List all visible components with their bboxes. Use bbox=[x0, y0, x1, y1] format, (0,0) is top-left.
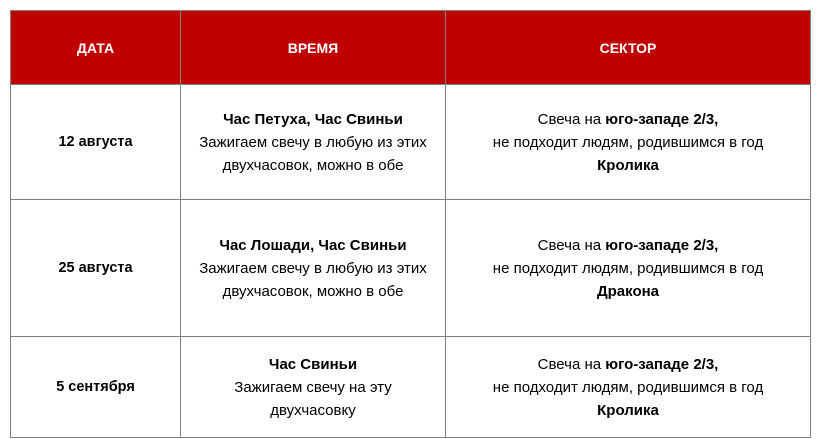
time-cell bbox=[181, 85, 446, 200]
sector-cell bbox=[446, 337, 811, 438]
time-title: Час Лошади, Час Свиньи bbox=[219, 236, 407, 254]
sector-line1 bbox=[450, 234, 806, 257]
header-date: ДАТА bbox=[11, 11, 181, 85]
sector-prefix: Свеча на bbox=[537, 236, 606, 254]
sector-cell bbox=[446, 85, 811, 200]
sector-line2: не подходит людям, родившимся в год bbox=[492, 378, 764, 396]
date-cell: 12 августа bbox=[11, 85, 181, 200]
time-description-line2: двухчасовку bbox=[270, 401, 356, 419]
calendar-table-container bbox=[10, 10, 810, 438]
time-description-line2: двухчасовок, можно в обе bbox=[222, 156, 404, 174]
sector-prefix: Свеча на bbox=[537, 110, 606, 128]
sector-animal: Дракона bbox=[596, 282, 660, 300]
time-description-line1: Зажигаем свечу в любую из этих bbox=[199, 259, 427, 277]
time-cell bbox=[181, 337, 446, 438]
header-sector: СЕКТОР bbox=[446, 11, 811, 85]
sector-direction: юго-западе 2/3, bbox=[605, 355, 719, 373]
sector-direction: юго-западе 2/3, bbox=[605, 236, 719, 254]
time-description-line2: двухчасовок, можно в обе bbox=[222, 282, 404, 300]
sector-prefix: Свеча на bbox=[537, 355, 606, 373]
sector-line1 bbox=[450, 108, 806, 131]
sector-animal: Кролика bbox=[597, 401, 659, 419]
sector-line2: не подходит людям, родившимся в год bbox=[492, 133, 764, 151]
sector-direction: юго-западе 2/3, bbox=[605, 110, 719, 128]
time-title: Час Свиньи bbox=[268, 355, 358, 373]
table-row bbox=[11, 337, 811, 438]
time-title: Час Петуха, Час Свиньи bbox=[223, 110, 403, 128]
time-description-line1: Зажигаем свечу на эту bbox=[234, 378, 392, 396]
sector-cell bbox=[446, 200, 811, 337]
calendar-table bbox=[10, 10, 811, 438]
sector-line1 bbox=[450, 353, 806, 376]
sector-line2: не подходит людям, родившимся в год bbox=[492, 259, 764, 277]
time-description-line1: Зажигаем свечу в любую из этих bbox=[199, 133, 427, 151]
table-row bbox=[11, 85, 811, 200]
header-time: ВРЕМЯ bbox=[181, 11, 446, 85]
sector-animal: Кролика bbox=[597, 156, 659, 174]
date-cell: 5 сентября bbox=[11, 337, 181, 438]
table-row bbox=[11, 200, 811, 337]
date-cell: 25 августа bbox=[11, 200, 181, 337]
time-cell bbox=[181, 200, 446, 337]
table-header-row bbox=[11, 11, 811, 85]
